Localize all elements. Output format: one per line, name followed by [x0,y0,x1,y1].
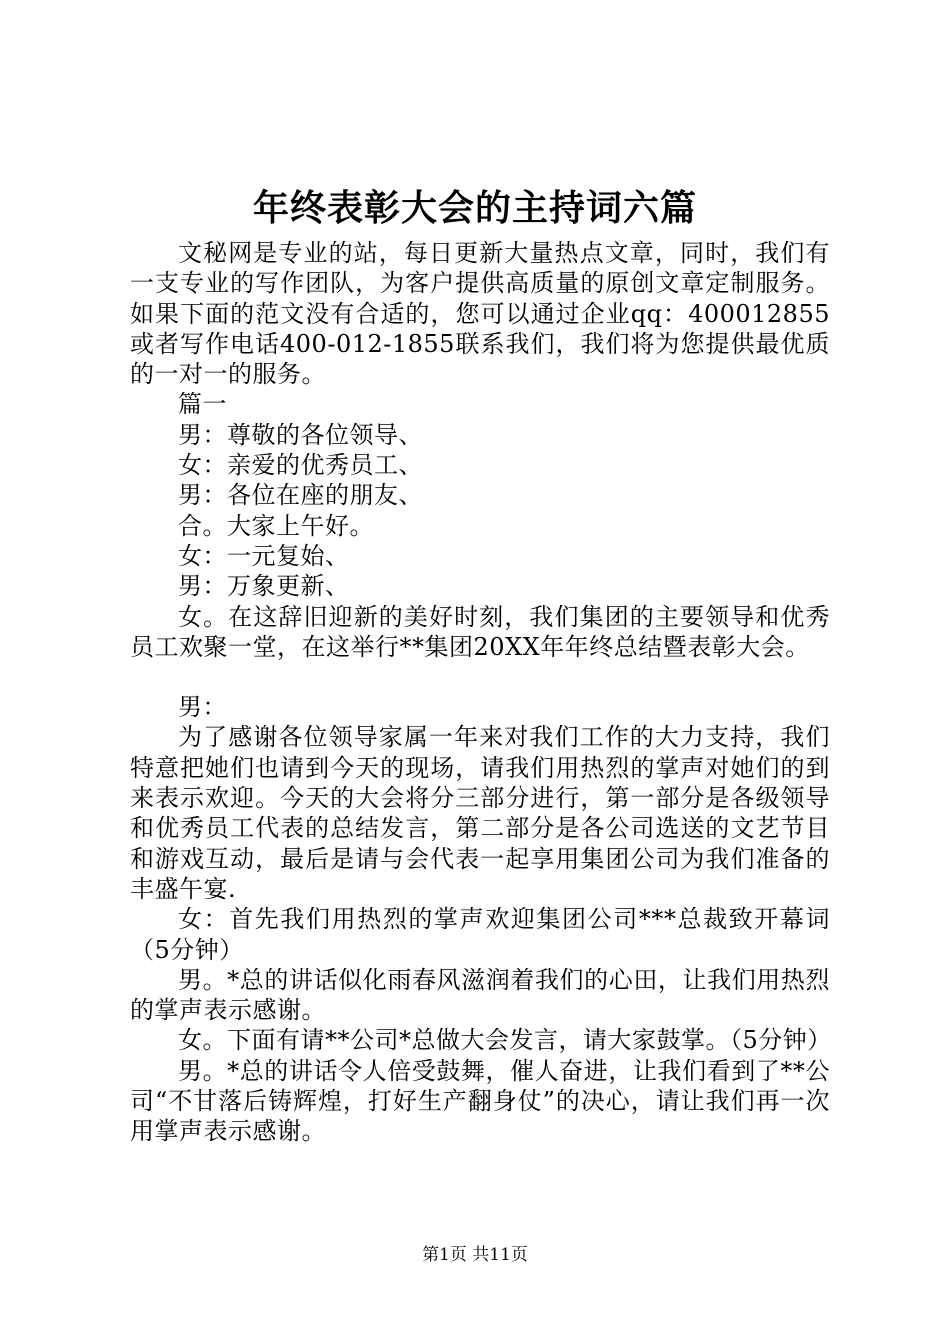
script-line: 男。*总的讲话似化雨春风滋润着我们的心田，让我们用热烈的掌声表示感谢。 [130,965,830,1025]
script-line: 女。在这辞旧迎新的美好时刻，我们集团的主要领导和优秀员工欢聚一堂，在这举行**集团20XX年年终总结暨表彰大会。 [130,602,830,661]
script-line: 男。*总的讲话令人倍受鼓舞，催人奋进，让我们看到了**公司“不甘落后铸辉煌，打好生产翻身仗”的决心，请让我们再一次用掌声表示感谢。 [130,1056,830,1146]
script-line: 女：首先我们用热烈的掌声欢迎集团公司***总裁致开幕词（5分钟） [130,905,830,964]
section-heading: 篇一 [178,390,227,419]
script-line: 男：尊敬的各位领导、 [178,420,423,449]
script-line: 男：各位在座的朋友、 [178,481,423,510]
script-line: 男： [178,693,227,722]
script-line: 合。大家上午好。 [178,511,374,540]
script-line: 女：亲爱的优秀员工、 [178,451,423,480]
document-title: 年终表彰大会的主持词六篇 [252,187,697,229]
script-line: 女：一元复始、 [178,541,350,570]
script-line: 为了感谢各位领导家属一年来对我们工作的大力支持，我们特意把她们也请到今天的现场，请我们用热烈的掌声对她们的到来表示欢迎。今天的大会将分三部分进行，第一部分是各级领导和优秀员工代表的总结发言，第二部分是各公司选送的文艺节目和游戏互动，最后是请与会代表一起享用集团公司为我们准备的丰盛午宴. [130,723,830,903]
script-line: 男：万象更新、 [178,572,350,601]
script-line: 女。下面有请**公司*总做大会发言，请大家鼓掌。（5分钟） [178,1026,832,1055]
intro-paragraph: 文秘网是专业的站，每日更新大量热点文章，同时，我们有一支专业的写作团队，为客户提供高质量的原创文章定制服务。如果下面的范文没有合适的，您可以通过企业qq：400012855或者写作电话400-012-1855联系我们，我们将为您提供最优质的一对一的服务。 [130,239,830,389]
document-body [130,238,830,1147]
page-number-footer: 第1页 共11页 [422,1245,528,1265]
